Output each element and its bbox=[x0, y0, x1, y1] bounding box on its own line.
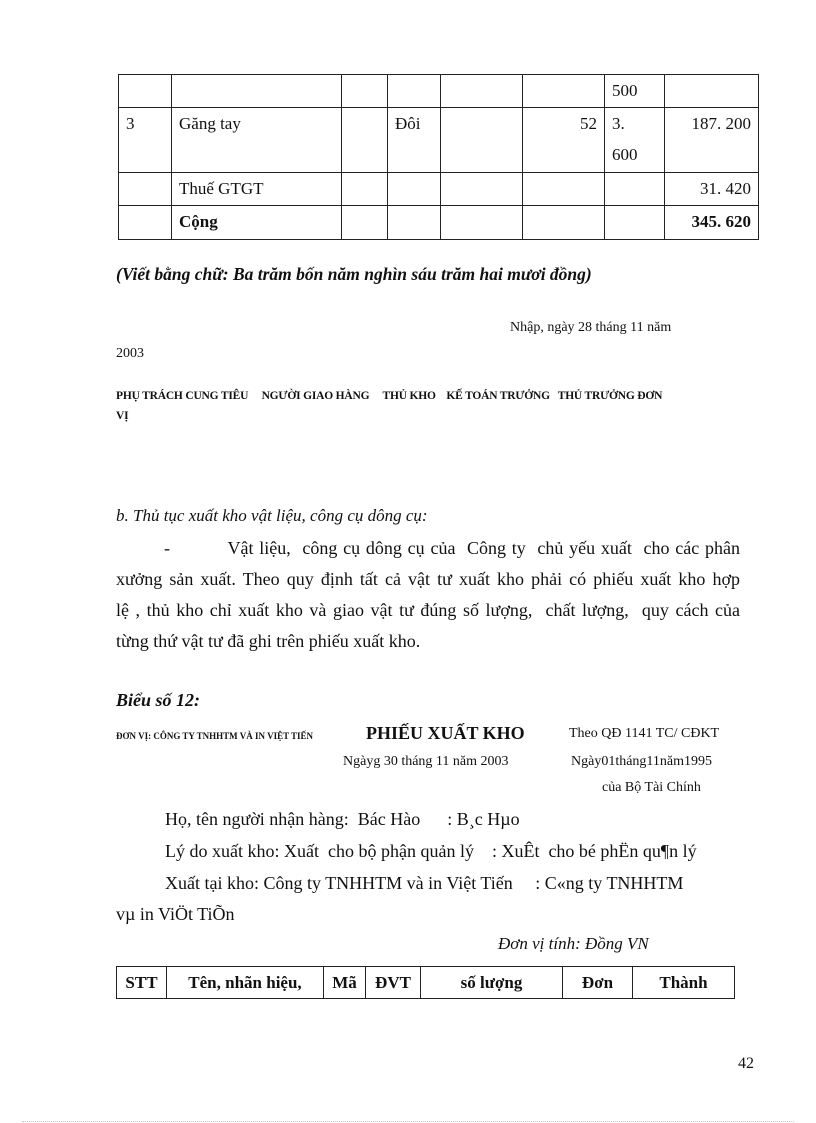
signature-titles-cont: VỊ bbox=[116, 410, 129, 422]
amount-in-words: (Viết bằng chữ: Ba trăm bốn năm nghìn sáu trăm hai mươi đồng) bbox=[116, 264, 592, 284]
warehouse-line-cont: vµ in ViÖt TiÕn bbox=[116, 904, 235, 924]
table-row bbox=[119, 75, 759, 108]
form-label: Biểu số 12: bbox=[116, 690, 201, 710]
slip-title: PHIẾU XUẤT KHO bbox=[366, 723, 525, 743]
table-cell bbox=[388, 206, 441, 240]
section-heading: b. Thủ tục xuất kho vật liệu, công cụ dông cụ: bbox=[116, 506, 428, 525]
currency-unit: Đơn vị tính: Đồng VN bbox=[498, 934, 649, 953]
vat-amount-cell: 31. 420 bbox=[665, 173, 759, 206]
table-cell bbox=[342, 206, 388, 240]
receiver-line: Họ, tên người nhận hàng: Bác Hào : B¸c Hµo bbox=[165, 809, 520, 829]
receipt-table bbox=[118, 74, 759, 240]
unit-label: ĐƠN VỊ: CÔNG TY TNHHTM VÀ IN VIỆT TIẾN bbox=[116, 731, 314, 741]
date-year: 2003 bbox=[116, 346, 144, 361]
signature-titles: PHỤ TRÁCH CUNG TIÊU NGƯỜI GIAO HÀNG THỦ KHO KẾ TOÁN TRƯỞNG THỦ TRƯỞNG ĐƠN bbox=[116, 390, 663, 402]
table-cell bbox=[342, 75, 388, 108]
regulation-ref: Theo QĐ 1141 TC/ CĐKT bbox=[569, 726, 720, 741]
table-cell bbox=[172, 75, 342, 108]
table-cell bbox=[342, 173, 388, 206]
paragraph-line: xưởng sản xuất. Theo quy định tất cả vật tư xuất kho phải có phiếu xuất kho hợp bbox=[116, 569, 740, 589]
table-row bbox=[119, 173, 759, 206]
table-cell bbox=[523, 206, 605, 240]
table-cell bbox=[388, 75, 441, 108]
stt-cell: 3 bbox=[119, 108, 172, 173]
table-cell bbox=[605, 206, 665, 240]
header-code: Mã bbox=[324, 967, 366, 999]
table-cell bbox=[665, 75, 759, 108]
table-cell bbox=[119, 206, 172, 240]
header-unit: ĐVT bbox=[366, 967, 421, 999]
page-number: 42 bbox=[738, 1055, 754, 1072]
table-cell bbox=[119, 75, 172, 108]
table-cell bbox=[523, 75, 605, 108]
table-cell bbox=[523, 173, 605, 206]
table-cell bbox=[441, 108, 523, 173]
unit-cell: Đôi bbox=[388, 108, 441, 173]
item-name-cell: Găng tay bbox=[172, 108, 342, 173]
warehouse-line: Xuất tại kho: Công ty TNHHTM và in Việt Tiến : C«ng ty TNHHTM bbox=[165, 873, 684, 893]
table-cell bbox=[441, 75, 523, 108]
issue-table bbox=[116, 966, 735, 999]
paragraph-line: lệ , thủ kho chỉ xuất kho và giao vật tư đúng số lượng, chất lượng, quy cách của bbox=[116, 600, 740, 620]
price-cell: 500 bbox=[605, 75, 665, 108]
header-amount: Thành bbox=[633, 967, 735, 999]
price-line: 600 bbox=[612, 145, 638, 164]
price-line: 3. bbox=[612, 114, 625, 133]
qty-cell: 52 bbox=[523, 108, 605, 173]
body-paragraph bbox=[116, 533, 740, 657]
vat-label-cell: Thuế GTGT bbox=[172, 173, 342, 206]
amount-cell: 187. 200 bbox=[665, 108, 759, 173]
header-quantity: số lượng bbox=[421, 967, 563, 999]
page-edge-divider bbox=[22, 1121, 794, 1122]
table-cell bbox=[605, 173, 665, 206]
regulation-date: Ngày01tháng11năm1995 bbox=[571, 754, 713, 769]
reason-line: Lý do xuất kho: Xuất cho bộ phận quản lý : XuÊt cho bé phËn qu¶n lý bbox=[165, 841, 697, 861]
table-cell bbox=[388, 173, 441, 206]
paragraph-line: từng thứ vật tư đã ghi trên phiếu xuất kho. bbox=[116, 631, 421, 651]
table-row bbox=[119, 108, 759, 173]
table-cell bbox=[441, 173, 523, 206]
header-name: Tên, nhãn hiệu, bbox=[167, 967, 324, 999]
regulation-issuer: của Bộ Tài Chính bbox=[602, 780, 701, 795]
table-cell bbox=[119, 173, 172, 206]
table-row bbox=[119, 206, 759, 240]
table-cell bbox=[342, 108, 388, 173]
total-amount-cell: 345. 620 bbox=[665, 206, 759, 240]
paragraph-line: - Vật liệu, công cụ dông cụ của Công ty chủ yếu xuất cho các phân bbox=[164, 538, 740, 558]
header-stt: STT bbox=[117, 967, 167, 999]
price-cell bbox=[605, 108, 665, 173]
table-header-row bbox=[117, 967, 735, 999]
date-line: Nhập, ngày 28 tháng 11 năm bbox=[510, 320, 672, 335]
total-label-cell: Cộng bbox=[172, 206, 342, 240]
table-cell bbox=[441, 206, 523, 240]
header-price: Đơn bbox=[563, 967, 633, 999]
slip-date: Ngàyg 30 tháng 11 năm 2003 bbox=[343, 754, 509, 769]
